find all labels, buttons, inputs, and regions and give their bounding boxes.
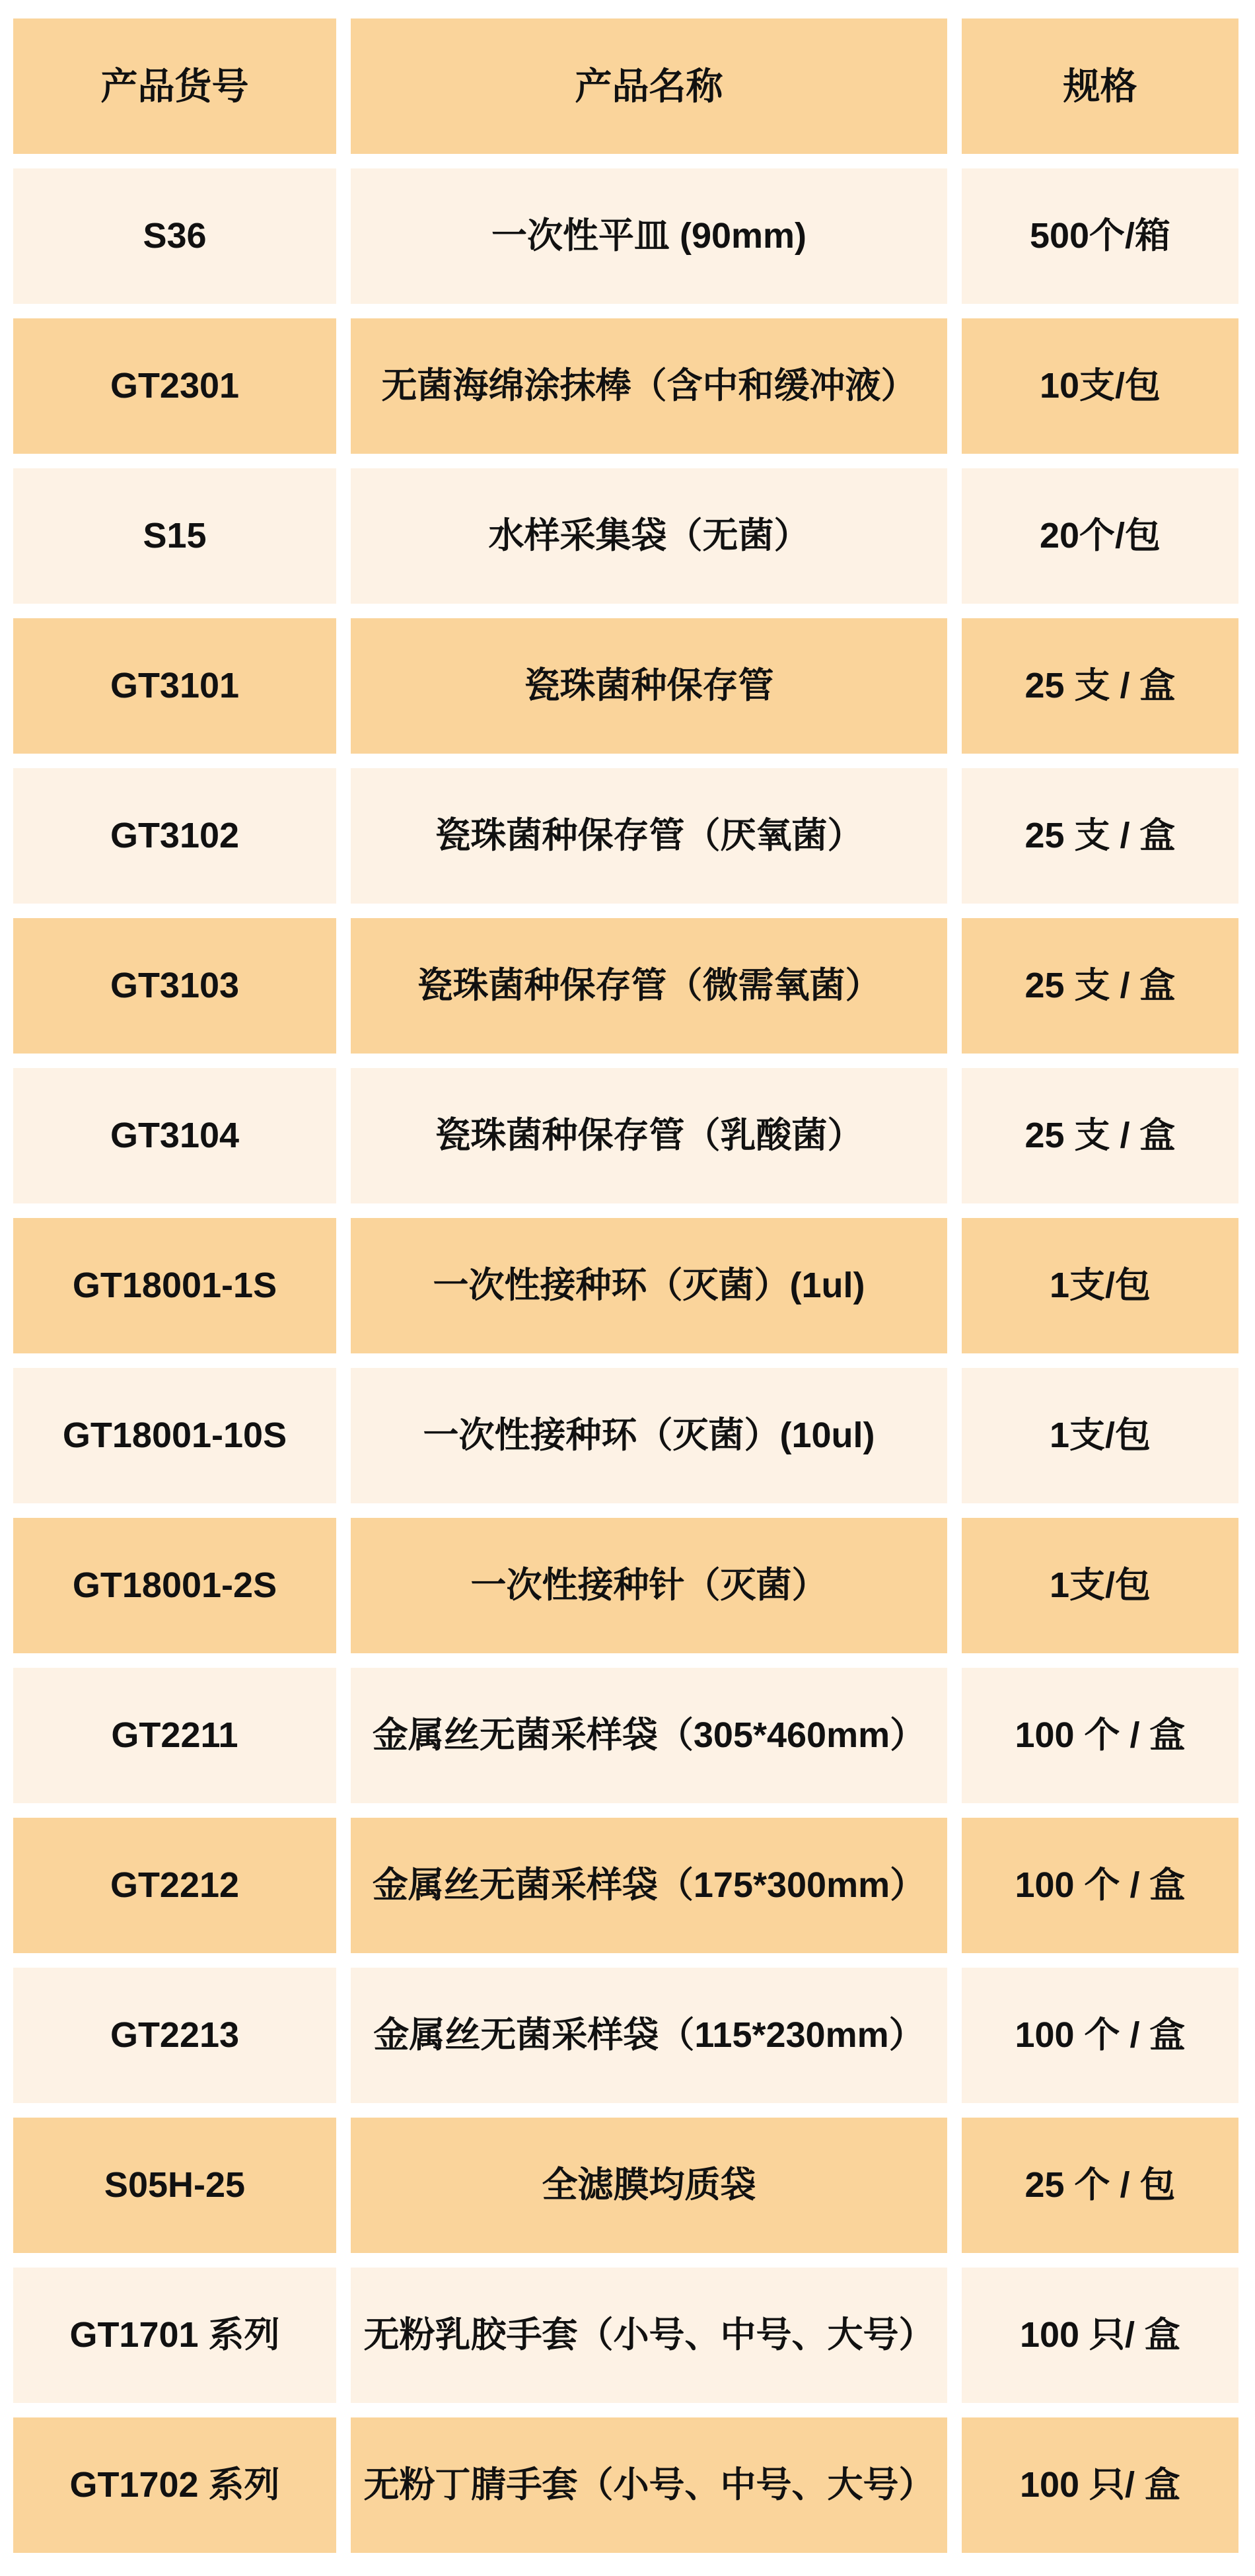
product-code-cell: S36 (13, 168, 336, 304)
product-name-cell: 水样采集袋（无菌） (351, 468, 947, 604)
product-code-cell: GT3103 (13, 918, 336, 1054)
product-spec-cell: 25 支 / 盒 (962, 918, 1238, 1054)
product-code-cell: GT3101 (13, 618, 336, 754)
product-spec-cell: 25 支 / 盒 (962, 1068, 1238, 1203)
product-spec-cell: 500个/箱 (962, 168, 1238, 304)
table-row (13, 768, 1238, 904)
product-name-cell: 瓷珠菌种保存管 (351, 618, 947, 754)
product-spec-cell: 100 个 / 盒 (962, 1968, 1238, 2103)
product-code-cell: GT3104 (13, 1068, 336, 1203)
product-name-cell: 瓷珠菌种保存管（微需氧菌） (351, 918, 947, 1054)
header-product-code: 产品货号 (13, 18, 336, 154)
product-code-cell: GT2213 (13, 1968, 336, 2103)
product-name-cell: 瓷珠菌种保存管（乳酸菌） (351, 1068, 947, 1203)
product-name-cell: 瓷珠菌种保存管（厌氧菌） (351, 768, 947, 904)
table-row (13, 1068, 1238, 1203)
product-spec-cell: 100 只/ 盒 (962, 2417, 1238, 2553)
header-spec: 规格 (962, 18, 1238, 154)
product-name-cell: 一次性接种环（灭菌）(10ul) (351, 1368, 947, 1503)
product-spec-cell: 1支/包 (962, 1368, 1238, 1503)
table-row (13, 2417, 1238, 2553)
product-name-cell: 金属丝无菌采样袋（115*230mm） (351, 1968, 947, 2103)
table-row (13, 1818, 1238, 1953)
product-name-cell: 一次性接种环（灭菌）(1ul) (351, 1218, 947, 1353)
product-spec-cell: 25 支 / 盒 (962, 618, 1238, 754)
product-code-cell: GT3102 (13, 768, 336, 904)
product-name-cell: 金属丝无菌采样袋（175*300mm） (351, 1818, 947, 1953)
product-spec-cell: 100 只/ 盒 (962, 2268, 1238, 2403)
table-row (13, 468, 1238, 604)
product-name-cell: 一次性平皿 (90mm) (351, 168, 947, 304)
product-code-cell: GT2212 (13, 1818, 336, 1953)
product-spec-cell: 25 支 / 盒 (962, 768, 1238, 904)
product-code-cell: GT18001-10S (13, 1368, 336, 1503)
product-code-cell: GT1701 系列 (13, 2268, 336, 2403)
product-spec-cell: 100 个 / 盒 (962, 1818, 1238, 1953)
product-code-cell: GT2301 (13, 318, 336, 454)
table-row (13, 1368, 1238, 1503)
table-row (13, 1668, 1238, 1803)
table-row (13, 1518, 1238, 1653)
product-spec-cell: 100 个 / 盒 (962, 1668, 1238, 1803)
product-code-cell: S15 (13, 468, 336, 604)
product-code-cell: S05H-25 (13, 2118, 336, 2253)
product-spec-cell: 1支/包 (962, 1218, 1238, 1353)
header-product-name: 产品名称 (351, 18, 947, 154)
table-row (13, 1218, 1238, 1353)
product-spec-cell: 20个/包 (962, 468, 1238, 604)
table-row (13, 918, 1238, 1054)
product-name-cell: 全滤膜均质袋 (351, 2118, 947, 2253)
product-spec-table (13, 18, 1238, 2553)
product-spec-cell: 10支/包 (962, 318, 1238, 454)
product-code-cell: GT2211 (13, 1668, 336, 1803)
table-row (13, 2268, 1238, 2403)
table-row (13, 2118, 1238, 2253)
product-name-cell: 无菌海绵涂抹棒（含中和缓冲液） (351, 318, 947, 454)
product-spec-cell: 1支/包 (962, 1518, 1238, 1653)
product-code-cell: GT18001-2S (13, 1518, 336, 1653)
product-name-cell: 无粉丁腈手套（小号、中号、大号） (351, 2417, 947, 2553)
product-name-cell: 金属丝无菌采样袋（305*460mm） (351, 1668, 947, 1803)
table-row (13, 318, 1238, 454)
table-header-row (13, 18, 1238, 154)
product-code-cell: GT1702 系列 (13, 2417, 336, 2553)
product-name-cell: 无粉乳胶手套（小号、中号、大号） (351, 2268, 947, 2403)
table-row (13, 168, 1238, 304)
product-spec-cell: 25 个 / 包 (962, 2118, 1238, 2253)
product-code-cell: GT18001-1S (13, 1218, 336, 1353)
table-row (13, 618, 1238, 754)
table-row (13, 1968, 1238, 2103)
product-name-cell: 一次性接种针（灭菌） (351, 1518, 947, 1653)
